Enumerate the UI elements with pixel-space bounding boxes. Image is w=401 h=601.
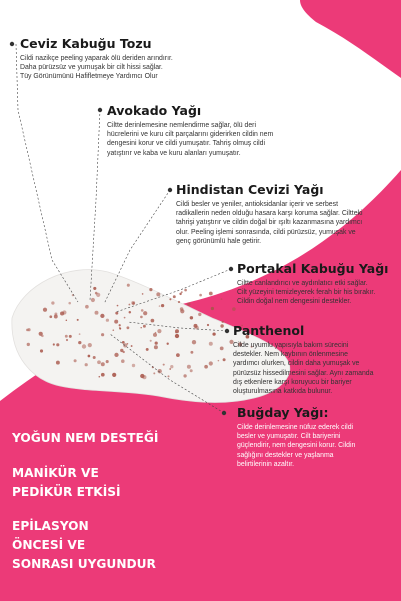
scrub-speck xyxy=(175,334,179,338)
scrub-speck xyxy=(184,289,187,292)
scrub-speck xyxy=(140,316,143,319)
dot-portakal xyxy=(229,267,233,271)
scrub-speck xyxy=(91,298,95,302)
scrub-speck xyxy=(163,364,165,366)
scrub-speck xyxy=(221,298,223,300)
scrub-speck xyxy=(159,305,161,307)
scrub-speck xyxy=(129,311,131,313)
scrub-speck xyxy=(204,365,208,369)
ingredient-title: Avokado Yağı xyxy=(107,103,202,118)
scrub-speck xyxy=(220,324,223,327)
scrub-speck xyxy=(140,374,144,378)
ingredient-panthenol xyxy=(233,323,373,396)
scrub-speck xyxy=(181,291,183,293)
ingredient-avokado xyxy=(107,103,273,158)
ingredient-description: Cildi besler ve yeniler, antioksidanlar içerir ve serbest radikallerin neden olduğu hasara karşı koruma sağlar. Ciltteki tahrişi yatıştırır ve cildin doğal bir ışıltı kazanmasına yardımcı olur. Peeling işlemi sonrasında, cildi pürüzsüz, yumuşak ve genç görünümlü hale getirir. xyxy=(176,201,363,245)
scrub-speck xyxy=(127,343,129,345)
scrub-speck xyxy=(126,326,129,329)
scrub-speck xyxy=(155,342,158,345)
scrub-speck xyxy=(56,343,59,346)
scrub-speck xyxy=(194,324,198,328)
benefit-nem-destegi: YOĞUN NEM DESTEĞİ xyxy=(12,431,159,445)
scrub-speck xyxy=(175,332,177,334)
scrub-speck xyxy=(85,305,89,309)
scrub-speck xyxy=(88,343,92,347)
scrub-speck xyxy=(115,312,118,315)
scrub-speck xyxy=(79,333,81,335)
scrub-speck xyxy=(209,292,213,296)
scrub-speck xyxy=(123,351,125,353)
scrub-speck xyxy=(180,307,184,311)
scrub-speck xyxy=(158,369,162,373)
scrub-speck xyxy=(153,372,155,374)
scrub-speck xyxy=(43,308,47,312)
scrub-speck xyxy=(190,369,193,372)
scrub-speck xyxy=(178,301,180,303)
scrub-speck xyxy=(66,319,68,321)
scrub-speck xyxy=(190,351,193,354)
dot-avokado xyxy=(98,108,102,112)
scrub-speck xyxy=(169,298,171,300)
scrub-speck xyxy=(93,356,96,359)
top-pink-shape xyxy=(300,0,401,78)
ingredient-description: Cilde uyumlu yapısıyla bakım sürecini destekler. Nem kaybının önlenmesine yardımcı olurken, cildin daha yumuşak ve pürüzsüz hissedilmesini sağlar. Aynı zamanda dış etkenlere karşı koruyucu bir bariyer oluşturulmasına katkıda bulunur. xyxy=(233,342,374,396)
scrub-speck xyxy=(192,340,196,344)
ingredient-portakal xyxy=(237,261,388,307)
scrub-speck xyxy=(141,309,144,312)
scrub-speck xyxy=(183,374,186,377)
scrub-speck xyxy=(179,293,181,295)
ingredient-description: Ciltte canlandırıcı ve aydınlatıcı etki sağlar. Cilt yüzeyini temizleyerek ferah bir his bırakır. Cildin doğal nem dengesini destekler. xyxy=(237,280,376,306)
scrub-speck xyxy=(101,373,105,377)
scrub-speck xyxy=(151,319,155,323)
scrub-speck xyxy=(198,313,201,316)
scrub-speck xyxy=(187,365,191,369)
scrub-speck xyxy=(187,303,190,306)
scrub-speck xyxy=(114,353,118,357)
scrub-speck xyxy=(167,343,169,345)
ingredient-title: Buğday Yağı: xyxy=(237,405,329,420)
scrub-speck xyxy=(143,311,147,315)
scrub-speck xyxy=(27,328,30,331)
scrub-speck xyxy=(119,324,121,326)
scrub-speck xyxy=(190,316,193,319)
scrub-speck xyxy=(114,320,118,324)
scrub-speck xyxy=(106,319,109,322)
scrub-speck xyxy=(209,361,213,365)
scrub-speck xyxy=(131,345,133,347)
scrub-speck xyxy=(100,314,104,318)
scrub-speck xyxy=(121,359,125,363)
dot-panthenol xyxy=(225,329,229,333)
scrub-speck xyxy=(101,362,105,366)
scrub-speck xyxy=(95,292,98,295)
scrub-speck xyxy=(54,315,58,319)
scrub-speck xyxy=(39,332,43,336)
benefit-epilasyon: EPİLASYON ÖNCESİ VE SONRASI UYGUNDUR xyxy=(12,519,156,571)
scrub-speck xyxy=(132,302,135,305)
ingredient-description: Ciltte derinlemesine nemlendirme sağlar, ölü deri hücrelerini ve kuru cilt parçalarını giderirken cildin nem dengesini korur ve cildi yumuşatır. Tahriş olmuş cildi yatıştırır ve kaba ve kuru alanları yumuşatır. xyxy=(107,122,274,157)
scrub-speck xyxy=(146,348,149,351)
scrub-speck xyxy=(106,360,109,363)
dot-bugday xyxy=(222,411,226,415)
ingredient-description: Cildi nazikçe peeling yaparak ölü deriden arındırır. Daha pürüzsüz ve yumuşak bir cilt hissi sağlar. Tüy Görünümünü Hafifletmeye Yardımcı Olur xyxy=(20,55,173,81)
scrub-speck xyxy=(176,353,180,357)
scrub-speck xyxy=(40,349,43,352)
dot-hindistan xyxy=(168,188,172,192)
dot-ceviz xyxy=(10,42,14,46)
scrub-speck xyxy=(170,365,173,368)
scrub-speck xyxy=(112,329,114,331)
scrub-speck xyxy=(117,305,119,307)
scrub-speck xyxy=(93,287,96,290)
scrub-speck xyxy=(56,361,60,365)
scrub-speck xyxy=(222,321,224,323)
ingredient-title: Panthenol xyxy=(233,323,305,338)
scrub-speck xyxy=(207,324,209,326)
benefit-manikur-pedikur: MANİKÜR VE PEDİKÜR ETKİSİ xyxy=(12,466,121,499)
scrub-speck xyxy=(82,344,86,348)
scrub-speck xyxy=(68,302,71,305)
scrub-speck xyxy=(53,343,55,345)
scrub-speck xyxy=(60,311,64,315)
scrub-speck xyxy=(223,358,226,361)
connector-ceviz xyxy=(16,44,78,302)
scrub-speck xyxy=(27,343,30,346)
scrub-speck xyxy=(127,284,130,287)
scrub-speck xyxy=(51,301,54,304)
scrub-speck xyxy=(69,335,72,338)
scrub-speck xyxy=(65,335,68,338)
scrub-speck xyxy=(101,333,104,336)
ingredient-description: Cilde derinlemesine nüfuz ederek cildi besler ve yumuşatır. Cilt bariyerini güçlendirir, nem dengesini korur. Cildin sağlığını destekler ve yaşlanma belirtilerinin azaltır. xyxy=(237,424,356,468)
scrub-speck xyxy=(167,375,169,377)
scrub-speck xyxy=(140,327,141,328)
scrub-speck xyxy=(232,307,236,311)
scrub-speck xyxy=(78,341,81,344)
scrub-speck xyxy=(99,376,101,378)
scrub-speck xyxy=(143,325,146,328)
scrub-speck xyxy=(218,360,220,362)
scrub-speck xyxy=(74,359,77,362)
scrub-speck xyxy=(154,345,158,349)
scrub-speck xyxy=(157,329,161,333)
scrub-speck xyxy=(220,347,224,351)
scrub-speck xyxy=(49,315,52,318)
scrub-speck xyxy=(95,311,99,315)
ingredient-title: Hindistan Cevizi Yağı xyxy=(176,182,324,197)
scrub-speck xyxy=(173,295,176,298)
ingredient-hindistan-cevizi xyxy=(176,182,363,246)
scrub-speck xyxy=(153,333,157,337)
ingredient-title: Portakal Kabuğu Yağı xyxy=(237,261,389,276)
scrub-speck xyxy=(124,317,126,319)
scrub-speck xyxy=(156,292,160,296)
scrub-speck xyxy=(161,304,164,307)
scrub-speck xyxy=(150,340,152,342)
scrub-speck xyxy=(122,341,125,344)
scrub-speck xyxy=(85,363,88,366)
scrub-speck xyxy=(199,294,202,297)
ingredient-bugday xyxy=(237,405,355,469)
scrub-speck xyxy=(169,368,171,370)
scrub-speck xyxy=(132,364,135,367)
scrub-speck xyxy=(88,355,91,358)
ingredient-ceviz xyxy=(20,36,173,82)
scrub-speck xyxy=(128,304,130,306)
scrub-speck xyxy=(149,288,152,291)
scrub-speck xyxy=(142,293,144,295)
scrub-speck xyxy=(112,373,116,377)
scrub-speck xyxy=(209,342,213,346)
ingredient-title: Ceviz Kabuğu Tozu xyxy=(20,36,152,51)
scrub-speck xyxy=(97,360,101,364)
scrub-speck xyxy=(212,332,215,335)
scrub-speck xyxy=(77,319,79,321)
scrub-speck xyxy=(66,339,68,341)
scrub-speck xyxy=(119,328,121,330)
scrub-speck xyxy=(211,307,214,310)
